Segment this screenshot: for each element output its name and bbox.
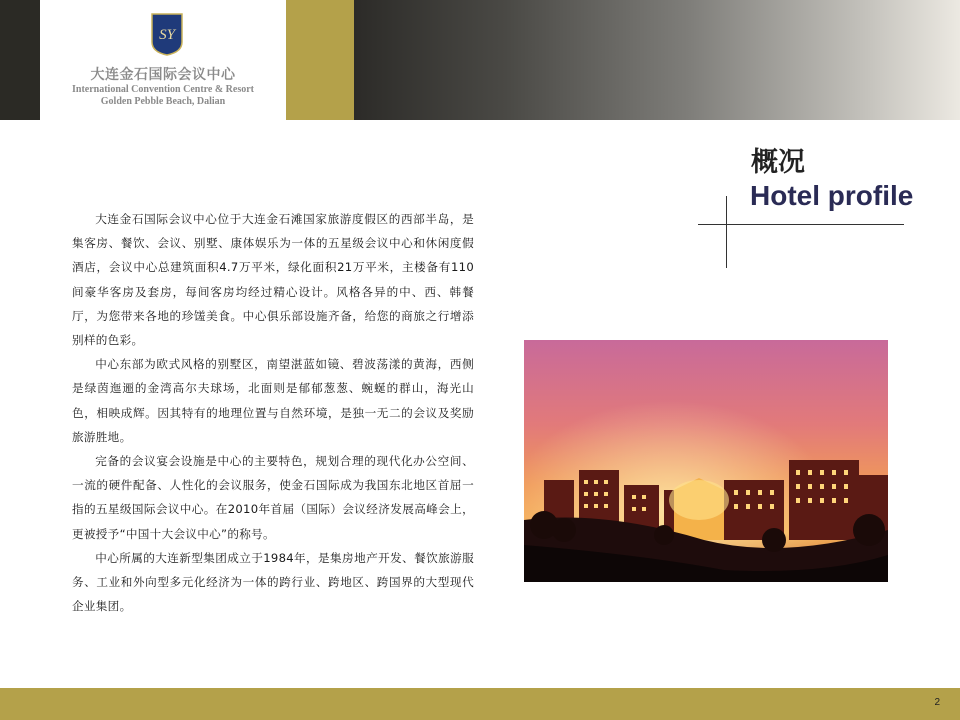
page-number: 2 [934, 697, 940, 708]
paragraph-location: 中心东部为欧式风格的别墅区，南望湛蓝如镜、碧波荡漾的黄海，西侧是绿茵迤逦的金湾高尔夫球场，北面则是郁郁葱葱、蜿蜒的群山，海光山色，相映成辉。因其特有的地理位置与自然环境，是独一无二的会议及奖励旅游胜地。 [72, 357, 474, 444]
footer-gold-bar [0, 688, 960, 720]
header-gold-block [286, 0, 354, 120]
profile-body-text [72, 207, 474, 618]
page-title-cn: 概况 [751, 147, 805, 178]
logo-name-cn: 大连金石国际会议中心 [90, 67, 236, 83]
paragraph-intro: 大连金石国际会议中心位于大连金石滩国家旅游度假区的西部半岛，是集客房、餐饮、会议、别墅、康体娱乐为一体的五星级会议中心和休闲度假酒店，会议中心总建筑面积4.7万平米，绿化面积21万平米，主楼备有110间豪华客房及套房，每间客房均经过精心设计。风格各异的中、西、韩餐厅，为您带来各地的珍馐美食。中心俱乐部设施齐备，给您的商旅之行增添别样的色彩。 [72, 212, 474, 348]
logo-name-en-line1: International Convention Centre & Resort [71, 84, 255, 95]
header-dark-strip [0, 0, 40, 120]
title-crosshair-vertical [726, 196, 727, 268]
logo-emblem-icon [150, 12, 184, 56]
logo-monogram: SY [159, 27, 175, 43]
paragraph-group: 中心所属的大连新型集团成立于1984年，是集房地产开发、餐饮旅游服务、工业和外向型多元化经济为一体的跨行业、跨地区、跨国界的大型现代企业集团。 [72, 550, 474, 614]
hotel-photo-illustration [524, 340, 888, 582]
page-title-en: Hotel profile [750, 180, 914, 211]
paragraph-facilities: 完备的会议宴会设施是中心的主要特色，规划合理的现代化办公空间、一流的硬件配备、人性化的会议服务，使金石国际成为我国东北地区首屈一指的五星级国际会议中心。在2010年首届（国际）会议经济发展高峰会上，更被授予“中国十大会议中心”的称号。 [72, 454, 474, 541]
title-crosshair-horizontal [698, 224, 904, 225]
hotel-night-photo [524, 340, 888, 582]
logo-name-en-line2: Golden Pebble Beach, Dalian [100, 96, 226, 107]
header-gradient-banner [354, 0, 960, 120]
logo-panel [40, 0, 286, 120]
